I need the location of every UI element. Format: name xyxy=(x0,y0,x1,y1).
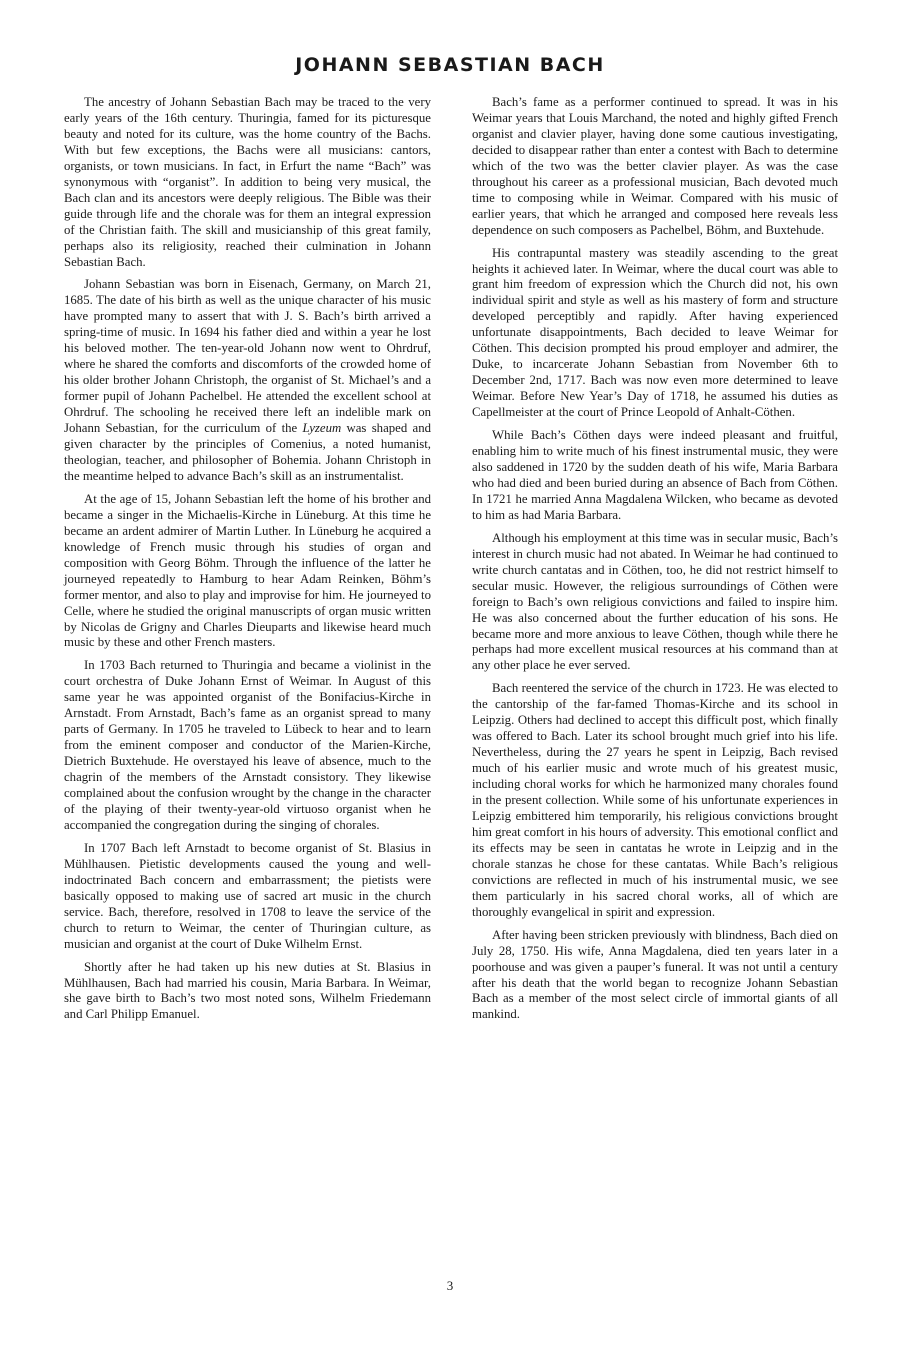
left-column xyxy=(64,95,431,1030)
paragraph: At the age of 15, Johann Sebastian left the home of his brother and became a singer in the Michaelis-Kirche in Lüneburg. At this time he became an ardent admirer of Martin Luther. In Lüneburg he acquired a knowledge of French music through his studies of organ and composition with Georg Böhm. Through the influence of the latter he journeyed repeatedly to Hamburg to hear Adam Reinken, Böhm’s former mentor, and also to play and improvise for him. He journeyed to Celle, where he studied the original manuscripts of organ music written by Nicolas de Grigny and Charles Dieuparts and likewise heard much music by these and other French masters. xyxy=(64,491,431,650)
paragraph: In 1703 Bach returned to Thuringia and became a violinist in the court orchestra of Duke Johann Ernst of Weimar. In August of this same year he was appointed organist of the Bonifacius-Kirche in Arnstadt. From Arnstadt, Bach’s fame as an organist spread to many parts of Germany. In 1705 he traveled to Lübeck to hear and to learn from the eminent composer and conductor of the Marien-Kirche, Dietrich Buxtehude. He overstayed his leave of absence, much to the chagrin of the members of the Arnstadt consistory. They likewise complained about the confusion wrought by the change in the character of the playing of their twenty-year-old virtuoso organist when he accompanied the congregation during the singing of chorales. xyxy=(64,658,431,832)
paragraph: In 1707 Bach left Arnstadt to become organist of St. Blasius in Mühlhausen. Pietistic developments caused the young and well-indoctrinated Bach concern and embarrassment; the pietists were basically opposed to making use of sacred art music in the church service. Bach, therefore, resolved in 1708 to leave the service of the church to return to Weimar, the center of Thuringian culture, as musician and organist at the court of Duke Wilhelm Ernst. xyxy=(64,840,431,951)
paragraph: Bach reentered the service of the church in 1723. He was elected to the cantorship of the far-famed Thomas-Kirche and its school in Leipzig. Others had declined to accept this difficult post, which finally was offered to Bach. Later its school brought much grief into his life. Nevertheless, during the 27 years he spent in Leipzig, Bach revised much of his earlier music and wrote much of his greatest music, including choral works for which he harmonized many chorales found in the present collection. While some of his unfortunate experiences in Leipzig embittered him temporarily, his religious convictions brought him great comfort in his hours of adversity. This emotional conflict and its effects may be seen in cantatas he wrote in Leipzig and in the chorale stanzas he chose for these cantatas. While Bach’s religious convictions are reflected in much of his instrumental music, we see them particularly in his sacred choral works, all of which are thoroughly evangelical in spirit and expression. xyxy=(472,681,838,919)
page-number: 3 xyxy=(446,1278,454,1293)
paragraph xyxy=(64,277,431,484)
right-column xyxy=(472,95,838,1030)
paragraph-text: Johann Sebastian was born in Eisenach, Germany, on March 21, 1685. The date of his birth as well as the unique character of his music have prompted many to assert that with J. S. Bach’s birth arrived a spring-time of music. In 1694 his father died and within a year he lost his beloved mother. The ten-year-old Johann now went to Ohrdruf, where he shared the comforts and discomforts of the crowded home of his older brother Johann Christoph, the organist of St. Michael’s and a former pupil of Johann Pachelbel. He attended the excellent school at Ohrdruf. The schooling he received there left an indelible mark on Johann Sebastian, for the curriculum of the xyxy=(64,277,431,436)
paragraph: Shortly after he had taken up his new duties at St. Blasius in Mühlhausen, Bach had married his cousin, Maria Barbara. In Weimar, she gave birth to Bach’s two most noted sons, Wilhelm Friedemann and Carl Philipp Emanuel. xyxy=(64,959,431,1022)
paragraph: Bach’s fame as a performer continued to spread. It was in his Weimar years that Louis Marchand, the noted and highly gifted French organist and clavier player, having done some cautious investigating, decided to disappear rather than enter a contest with Bach to determine which of the two was the better clavier player. As was the case throughout his career as a professional musician, Bach devoted much time to composing while in Weimar. Compared with his music of earlier years, that which he arranged and composed here reveals less dependence on such composers as Pachelbel, Böhm, and Buxtehude. xyxy=(472,95,838,237)
paragraph: While Bach’s Cöthen days were indeed pleasant and fruitful, enabling him to write much of his finest instrumental music, they were also saddened in 1720 by the sudden death of his wife, Maria Barbara who had died and been buried during an absence of Bach from Cöthen. In 1721 he married Anna Magdalena Wilcken, who became as devoted to him as had Maria Barbara. xyxy=(472,428,838,522)
paragraph: The ancestry of Johann Sebastian Bach may be traced to the very early years of the 16th century. Thuringia, famed for its picturesque beauty and noted for its culture, was the home country of the Bachs. With but few exceptions, the Bachs were all musicians: cantors, organists, or town musicians. In fact, in Erfurt the name “Bach” was synonymous with “organist”. In addition to being very musical, the Bach clan and its ancestors were deeply religious. The Bible was their guide through life and the chorale was for them an integral expression of the Christian faith. The skill and musicianship of this great family, perhaps also its religiosity, reached their culmination in Johann Sebastian Bach. xyxy=(64,95,431,269)
paragraph: His contrapuntal mastery was steadily ascending to the great heights it achieved later. In Weimar, where the ducal court was able to grant him freedom of expression which the Church did not, his own individual spirit and style as well as his mastery of form and structure developed perceptibly and rapidly. After having experienced unfortunate disappointments, Bach decided to leave Weimar for Cöthen. This decision prompted his proud employer and admirer, the Duke, to incarcerate Johann Sebastian from November 6th to December 2nd, 1717. Bach was now even more determined to leave Weimar. Before New Year’s Day of 1718, he assumed his duties as Capellmeister at the court of Prince Leopold of Anhalt-Cöthen. xyxy=(472,245,838,420)
paragraph: After having been stricken previously with blindness, Bach died on July 28, 1750. His wife, Anna Magdalena, died ten years later in a poorhouse and was given a pauper’s funeral. It was not until a century after his death that the world began to recognize Johann Sebastian Bach as a member of the most select circle of immortal giants of all mankind. xyxy=(472,927,838,1022)
paragraph: Although his employment at this time was in secular music, Bach’s interest in church music had not abated. In Weimar he had continued to write church cantatas and in Cöthen, too, he did not restrict himself to secular music. However, the religious surroundings of Cöthen were foreign to Bach’s own religious convictions and failed to inspire him. He was also concerned about the further education of his sons. He became more and more anxious to leave Cöthen, though while there he perhaps had more excellent musical resources at his command than at any other place he ever served. xyxy=(472,530,838,673)
page-title: JOHANN SEBASTIAN BACH xyxy=(295,54,605,76)
italic-term: Lyzeum xyxy=(302,421,342,436)
paragraph-text: was shaped and given character by the principles of Comenius, a noted humanist, theologian, teacher, and philosopher of Bohemia. Johann Christoph in the meantime helped to advance Bach’s skill as an instrumentalist. xyxy=(64,421,431,483)
